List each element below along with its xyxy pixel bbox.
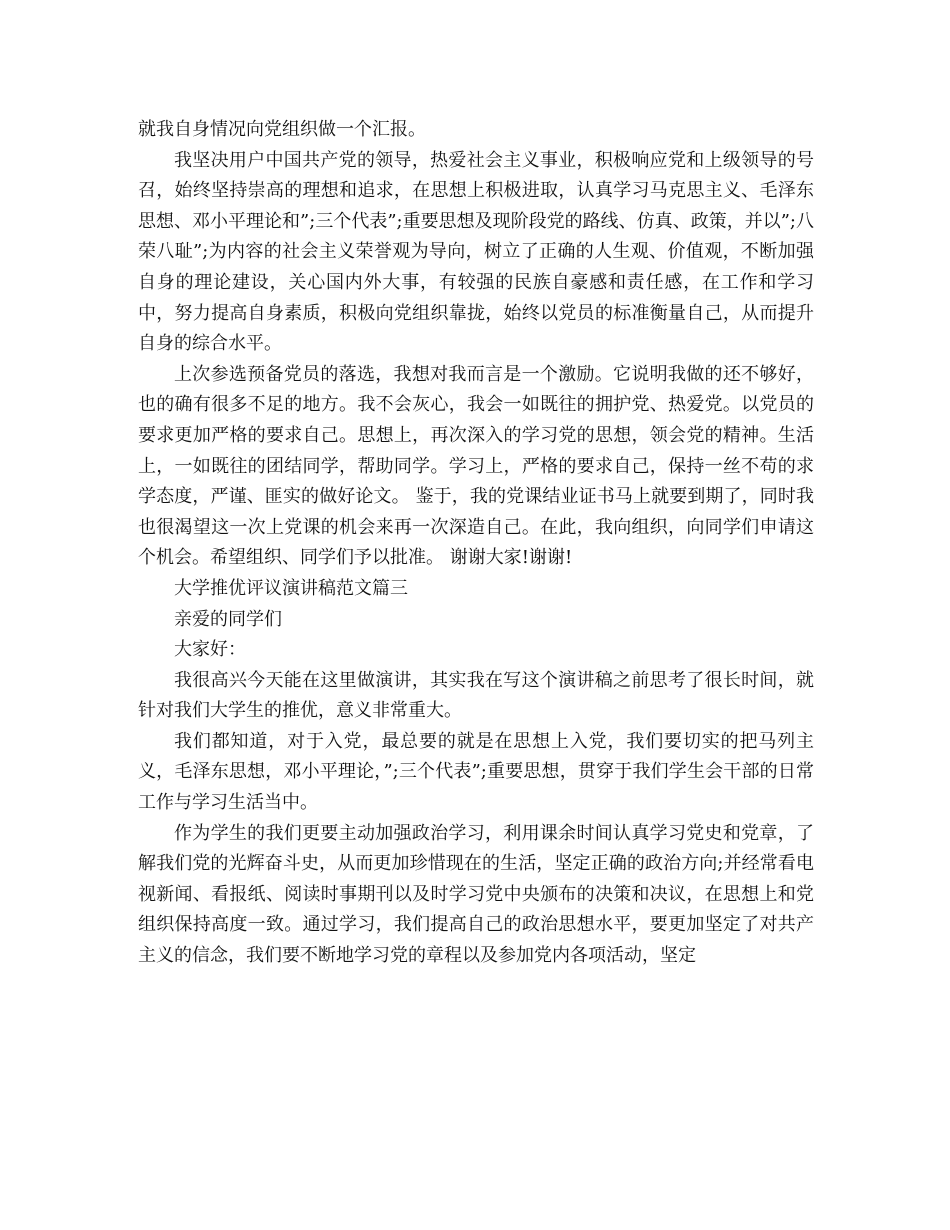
salutation: 亲爱的同学们 (174, 608, 282, 630)
greeting: 大家好： (174, 639, 246, 661)
paragraph-ideology: 我们都知道，对于入党，最总要的就是在思想上入党，我们要切实的把马列主义，毛泽东思想，邓小平理论，”;三个代表”;重要思想，贯穿于我们学生会干部的日常工作与学习生活当中。 (138, 730, 814, 814)
paragraph-election-reflection: 上次参选预备党员的落选，我想对我而言是一个激励。它说明我做的还不够好，也的确有很多不足的地方。我不会灰心，我会一如既往的拥护党、热爱党。以党员的要求更加严格的要求自己。思想上，再次深入的学习党的思想，领会党的精神。生活上，一如既往的团结同学，帮助同学。学习上，严格的要求自己，保持一丝不苟的求学态度，严谨、匪实的做好论文。 鉴于，我的党课结业证书马上就要到期了，同时我也很渴望这一次上党课的机会来再一次深造自己。在此，我向组织，向同学们申请这个机会。希望组织、同学们予以批准。 谢谢大家!谢谢! (138, 363, 814, 569)
paragraph-party-support: 我坚决用户中国共产党的领导，热爱社会主义事业，积极响应党和上级领导的号召，始终坚持崇高的理想和追求，在思想上积极进取，认真学习马克思主义、毛泽东思想、邓小平理论和”;三个代表”;重要思想及现阶段党的路线、仿真、政策，并以”;八荣八耻”;为内容的社会主义荣誉观为导向，树立了正确的人生观、价值观，不断加强自身的理论建设，关心国内外大事，有较强的民族自豪感和责任感，在工作和学习中，努力提高自身素质，积极向党组织靠拢，始终以党员的标准衡量自己，从而提升自身的综合水平。 (138, 149, 814, 355)
paragraph-political-study: 作为学生的我们更要主动加强政治学习，利用课余时间认真学习党史和党章，了解我们党的光辉奋斗史，从而更加珍惜现在的生活，坚定正确的政治方向;并经常看电视新闻、看报纸、阅读时事期刊以及时学习党中央颁布的决策和决议，在思想上和党组织保持高度一致。通过学习，我们提高自己的政治思想水平，要更加坚定了对共产主义的信念，我们要不断地学习党的章程以及参加党内各项活动，坚定 (138, 822, 814, 967)
section-heading: 大学推优评议演讲稿范文篇三 (174, 577, 408, 599)
paragraph-report-intro: 就我自身情况向党组织做一个汇报。 (138, 119, 426, 140)
paragraph-speech-opening: 我很高兴今天能在这里做演讲，其实我在写这个演讲稿之前思考了很长时间，就针对我们大学生的推优，意义非常重大。 (138, 669, 814, 722)
document-body (138, 115, 814, 972)
